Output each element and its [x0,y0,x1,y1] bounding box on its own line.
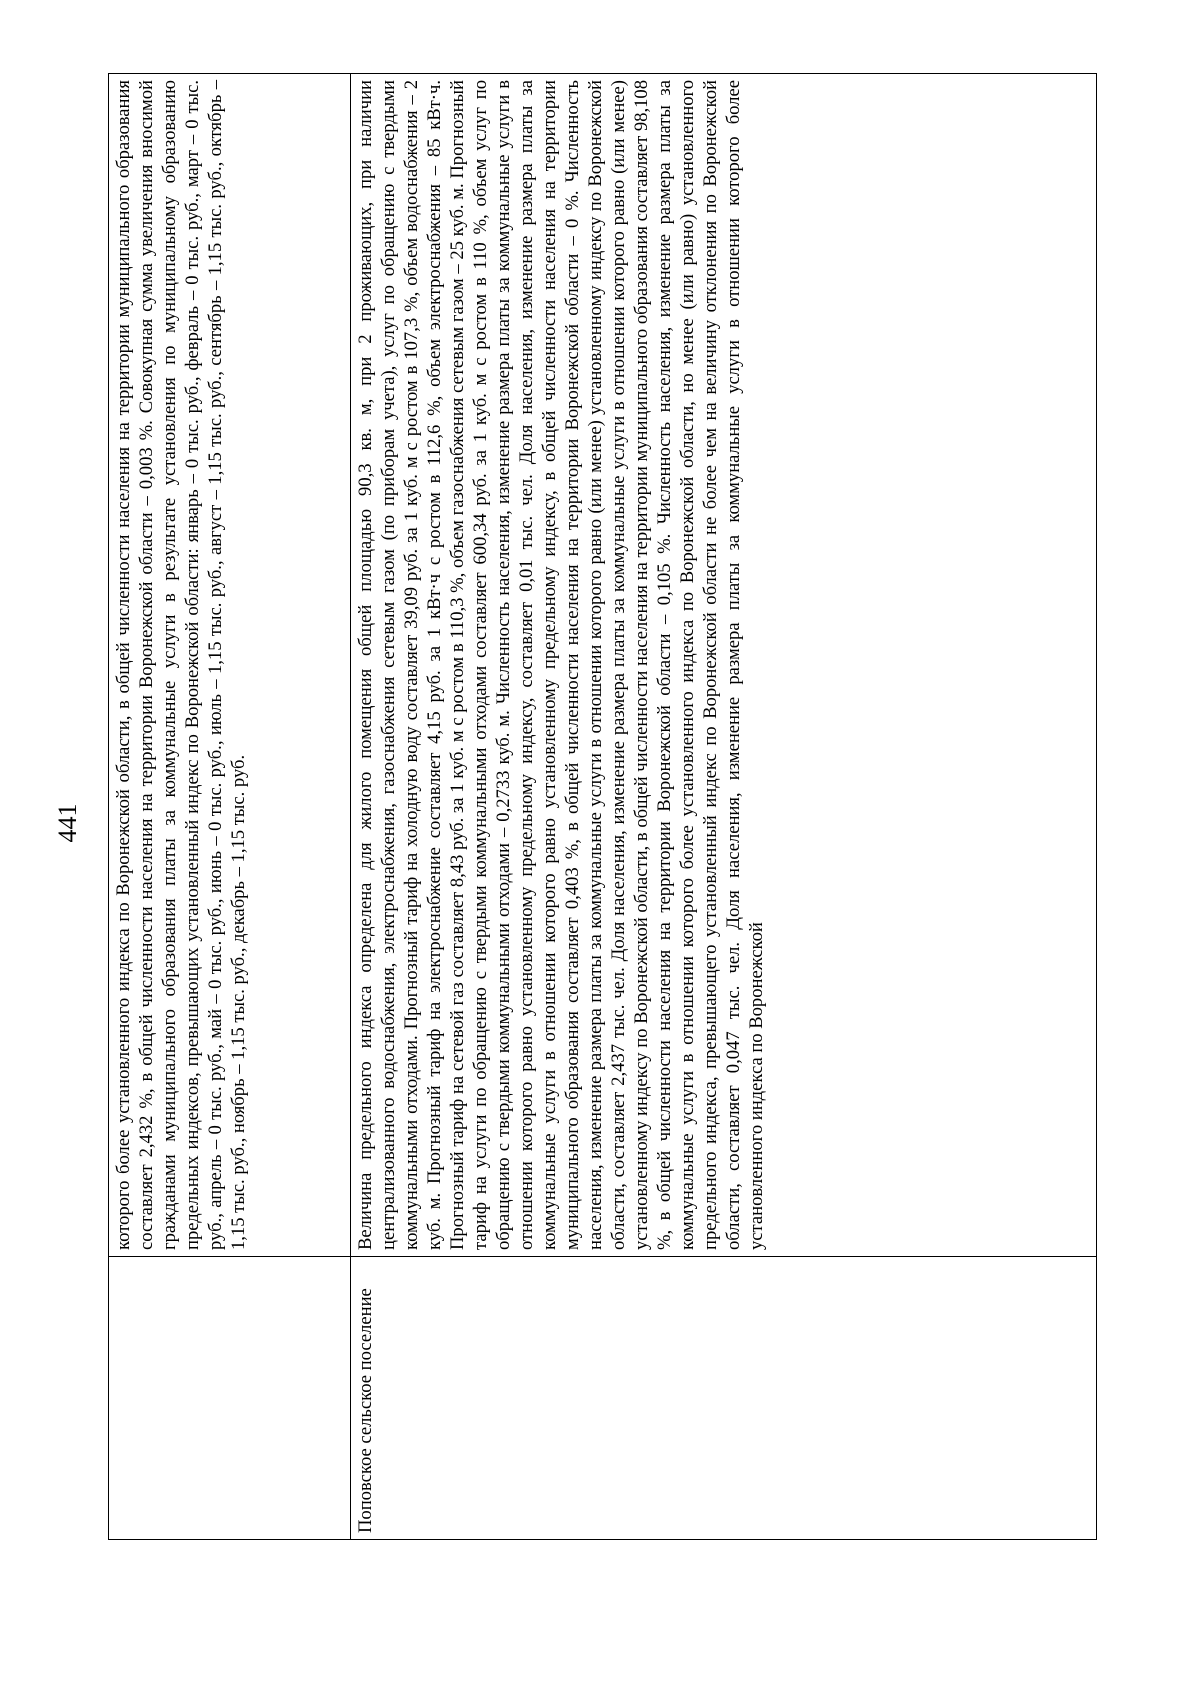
index-description-cell [109,74,351,1257]
rotated-page-content [108,80,1096,1540]
page-number: 441 [53,803,82,843]
municipality-name-cell [109,1257,351,1540]
table-row [351,74,1097,1540]
index-description-text: которого более установленного индекса по Воронежской области, в общей численности населения на территории муниципального образования составляет 2,432 %, в общей численности населения на территории Воронежской области – 0,003 %. Совокупная сумма увеличения вносимой гражданами муниципального образования платы за коммунальные услуги в результате установления по муниципальному образованию предельных индексов, превышающих установленный индекс по Воронежской области: январь – 0 тыс. руб., февраль – 0 тыс. руб., март – 0 тыс. руб., апрель – 0 тыс. руб., май – 0 тыс. руб., июнь – 0 тыс. руб., июль – 1,15 тыс. руб., август – 1,15 тыс. руб., сентябрь – 1,15 тыс. руб., октябрь – 1,15 тыс. руб., ноябрь – 1,15 тыс. руб., декабрь – 1,15 тыс. руб. [113,80,249,1250]
table-row [109,74,351,1540]
municipality-name-cell [351,1257,1097,1540]
index-description-text: Величина предельного индекса определена для жилого помещения общей площадью 90,3 кв. м, при 2 проживающих, при наличии централизованного водоснабжения, электроснабжения, газоснабжения сетевым газом (по приборам учета), услуг по обращению с твердыми коммунальными отходами. Прогнозный тариф на холодную воду составляет 39,09 руб. за 1 куб. м с ростом в 107,3 %, объем водоснабжения – 2 куб. м. Прогнозный тариф на электроснабжение составляет 4,15 руб. за 1 кВт·ч с ростом в 112,6 %, объем электроснабжения – 85 кВт·ч. Прогнозный тариф на сетевой газ составляет 8,43 руб. за 1 куб. м с ростом в 110,3 %, объем газоснабжения сетевым газом – 25 куб. м. Прогнозный тариф на услуги по обращению с твердыми коммунальными отходами составляет 600,34 руб. за 1 куб. м с ростом в 110 %, объем услуг по обращению с твердыми коммунальными отходами – 0,2733 куб. м. Численность населения, изменение размера платы за коммунальные услуги в отношении которого равно установленному предельному индексу, составляет 0,01 тыс. чел. Доля населения, изменение размера платы за коммунальные услуги в отношении которого равно установленному предельному индексу, в общей численности населения на территории муниципального образования составляет 0,403 %, в общей численности населения на территории Воронежской области – 0 %. Численность населения, изменение размера платы за коммунальные услуги в отношении которого равно (или менее) установленному индексу по Воронежской области, составляет 2,437 тыс. чел. Доля населения, изменение размера платы за коммунальные услуги в отношении которого равно (или менее) установленному индексу по Воронежской области, в общей численности населения на территории муниципального образования составляет 98,108 %, в общей численности населения на территории Воронежской области – 0,105 %. Численность населения, изменение размера платы за коммунальные услуги в отношении которого более установленного индекса по Воронежской области, но менее (или равно) установленного предельного индекса, превышающего установленный индекс по Воронежской области не более чем на величину отклонения по Воронежской области, составляет 0,047 тыс. чел. Доля населения, изменение размера платы за коммунальные услуги в отношении которого более установленного индекса по Воронежской [355,80,767,1250]
index-description-cell [351,74,1097,1257]
tariff-index-table [108,73,1097,1540]
municipality-name: Поповское сельское поселение [355,1288,376,1533]
